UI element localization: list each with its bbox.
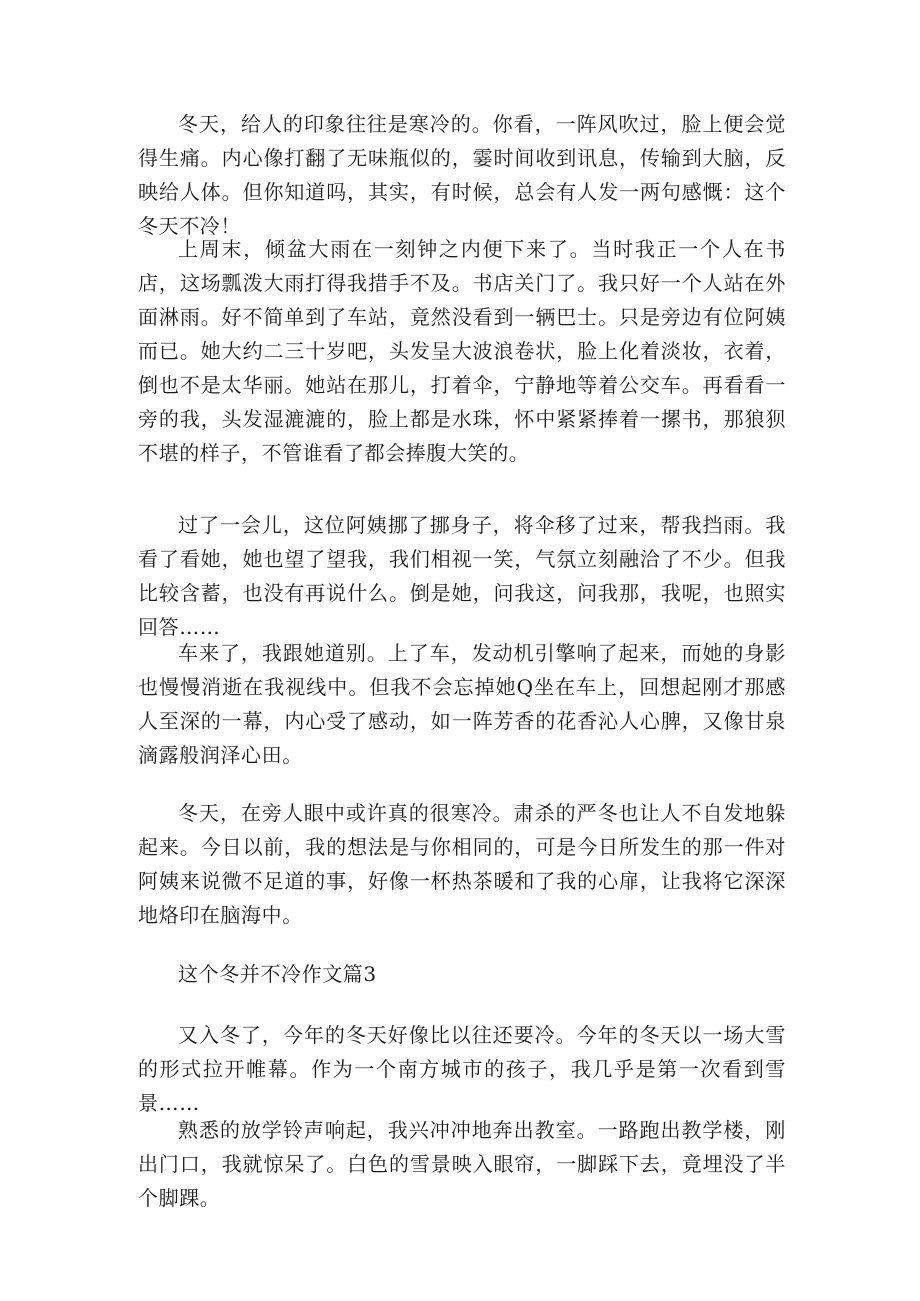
paragraph-school-bell: 熟悉的放学铃声响起，我兴冲冲地奔出教室。一路跑出教学楼，刚出门口，我就惊呆了。白色的雪景映入眼帘，一脚踩下去，竟埋没了半个脚踝。 <box>138 1118 786 1210</box>
paragraph-bus-farewell: 车来了，我跟她道别。上了车，发动机引擎响了起来，而她的身影也慢慢消逝在我视线中。但我不会忘掉她Q坐在车上，回想起刚才那感人至深的一幕，内心受了感动，如一阵芳香的花香沁人心脾，又像甘泉滴露般润泽心田。 <box>138 641 786 767</box>
paragraph-umbrella-help: 过了一会儿，这位阿姨挪了挪身子，将伞移了过来，帮我挡雨。我看了看她，她也望了望我，我们相视一笑，气氛立刻融洽了不少。但我比较含蓄，也没有再说什么。倒是她，问我这，问我那，我呢，也照实回答…… <box>138 513 786 639</box>
paragraph-winter-again: 又入冬了，今年的冬天好像比以往还要冷。今年的冬天以一场大雪的形式拉开帷幕。作为一个南方城市的孩子，我几乎是第一次看到雪景…… <box>138 1023 786 1115</box>
paragraph-rainy-weekend: 上周末，倾盆大雨在一刻钟之内便下来了。当时我正一个人在书店，这场瓢泼大雨打得我措手不及。书店关门了。我只好一个人站在外面淋雨。好不简单到了车站，竟然没看到一辆巴士。只是旁边有位阿姨而已。她大约二三十岁吧，头发呈大波浪卷状，脸上化着淡妆，衣着，倒也不是太华丽。她站在那儿，打着伞，宁静地等着公交车。再看看一旁的我，头发湿漉漉的，脸上都是水珠，怀中紧紧捧着一摞书，那狼狈不堪的样子，不管谁看了都会捧腹大笑的。 <box>138 237 786 465</box>
paragraph-winter-impression: 冬天，给人的印象往往是寒冷的。你看，一阵风吹过，脸上便会觉得生痛。内心像打翻了无味瓶似的，霎时间收到讯息，传输到大脑，反映给人体。但你知道吗，其实，有时候，总会有人发一两句感慨：这个冬天不冷！ <box>138 112 786 238</box>
section-heading: 这个冬并不冷作文篇3 <box>178 962 377 986</box>
paragraph-reflection: 冬天，在旁人眼中或许真的很寒冷。肃杀的严冬也让人不自发地躲起来。今日以前，我的想法是与你相同的，可是今日所发生的那一件对阿姨来说微不足道的事，好像一杯热茶暖和了我的心扉，让我将它深深地烙印在脑海中。 <box>138 801 786 927</box>
